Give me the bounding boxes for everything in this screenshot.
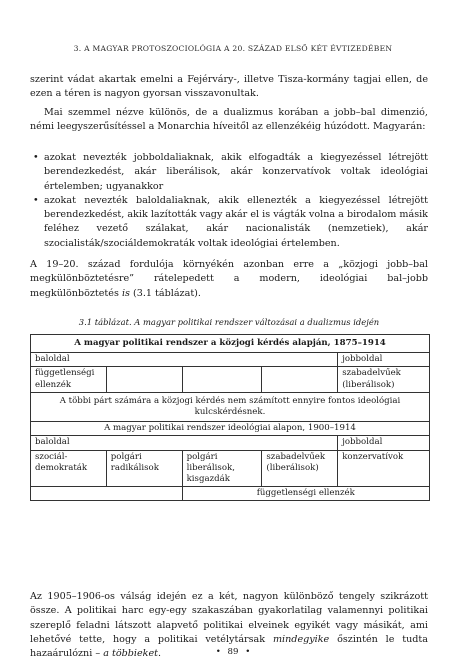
table-row [31, 422, 430, 436]
paragraph-2: Mai szemmel nézve különös, de a dualizmus korában a jobb–bal dimenzió, némi leegyszerűsítéssel a Monarchia híveitől az ellenzékéig húzódott. Magyarán: [30, 107, 428, 133]
section-1-title: A magyar politikai rendszer a közjogi kérdés alapján, 1875–1914 [31, 335, 430, 353]
section-2-party: szabadelvűek (liberálisok) [262, 450, 338, 487]
table-row [31, 436, 430, 450]
footer-dot-left: • [215, 647, 221, 657]
bullet-item [30, 194, 428, 251]
table-row [31, 487, 430, 501]
table-row [31, 392, 430, 421]
section-2-party: polgári liberálisok, kisgazdák [182, 450, 262, 487]
running-head: 3. A MAGYAR PROTOSZOCIOLÓGIA A 20. SZÁZAD ELSŐ KÉT ÉVTIZEDÉBEN [73, 44, 393, 53]
paragraph-3-emphasis: is [121, 287, 130, 299]
bullet-dot: • [33, 194, 39, 206]
table-note: A többi párt számára a közjogi kérdés nem számított ennyire fontos ideológiai kulcskérdésnek. [31, 392, 430, 421]
footer-dot-right: • [245, 647, 251, 657]
table-caption: 3.1 táblázat. A magyar politikai rendszer változásai a dualizmus idején [78, 317, 380, 327]
table-cell-empty [262, 367, 338, 392]
politics-table [30, 334, 430, 501]
section-1-right-label: jobboldal [338, 353, 430, 367]
paragraph-3 [30, 258, 428, 301]
section-2-party: szociál-demokraták [31, 450, 107, 487]
section-2-party: polgári radikálisok [106, 450, 182, 487]
paragraph-4-emphasis-2: a többieket [103, 648, 158, 660]
paragraph-4-text: Az 1905–1906-os válság idején ez a két, nagyon különböző tengely szikrázott össze. A politikai harc egy-egy szakaszában gyakorlatilag valamennyi politikai szereplő feladni látszott alapvető politikai elveinek egyikét vagy másikát, ami lehetővé tette, hogy a politikai vetélytársak [30, 591, 428, 645]
table-row [31, 450, 430, 487]
bullet-text: azokat nevezték baloldaliaknak, akik ellenezték a kiegyezéssel létrejött berendezkedést, akik lazították vagy akár el is vágták volna a birodalom másik feléhez vezető szálakat, akár nacionalisták (nemzetiek), akár szocialisták/szociáldemokraták voltak ideológiai értelemben. [44, 194, 428, 249]
table-cell-empty [106, 367, 182, 392]
bullet-text: azokat nevezték jobboldaliaknak, akik elfogadták a kiegyezéssel létrejött berendezkedést, akár liberálisok, akár konzervatívok voltak ideológiai értelemben; ugyanakkor [44, 152, 428, 192]
paragraph-4-end: . [157, 648, 162, 660]
section-1-left-party: függetlenségi ellenzék [31, 367, 107, 392]
section-2-right-label: jobboldal [338, 436, 430, 450]
paragraph-1: szerint vádat akartak emelni a Fejérváry-, illetve Tisza-kormány tagjai ellen, de ezen a téren is nagyon gyorsan visszavonultak. [30, 74, 428, 100]
bullet-item [30, 151, 428, 194]
paragraph-3-tail: (3.1 táblázat). [129, 287, 201, 299]
table-row [31, 335, 430, 353]
table-row [31, 353, 430, 367]
table-cell-empty [182, 367, 262, 392]
bullet-list [30, 151, 428, 251]
table-cell-empty [31, 487, 183, 501]
section-2-bottom: függetlenségi ellenzék [182, 487, 429, 501]
section-1-right-party: szabadelvűek (liberálisok) [338, 367, 430, 392]
paragraph-4-emphasis-1: mindegyike [272, 633, 330, 645]
section-2-party: konzervatívok [338, 450, 430, 487]
bullet-dot: • [33, 152, 39, 163]
section-1-left-label: baloldal [31, 353, 338, 367]
page-footer [0, 647, 466, 660]
paragraph-4-text-2: őszintén le tudta hazaárulózni – [30, 633, 429, 660]
section-2-left-label: baloldal [31, 436, 338, 450]
section-2-title: A magyar politikai rendszer ideológiai alapon, 1900–1914 [31, 422, 430, 436]
paragraph-3-text: A 19–20. század fordulója környékén azonban erre a „közjogi jobb–bal megkülönböztetésre” rátelepedett a modern, ideológiai bal–jobb megkülönböztetés [30, 259, 428, 299]
page-number: 89 [227, 647, 239, 657]
table-row [31, 367, 430, 392]
